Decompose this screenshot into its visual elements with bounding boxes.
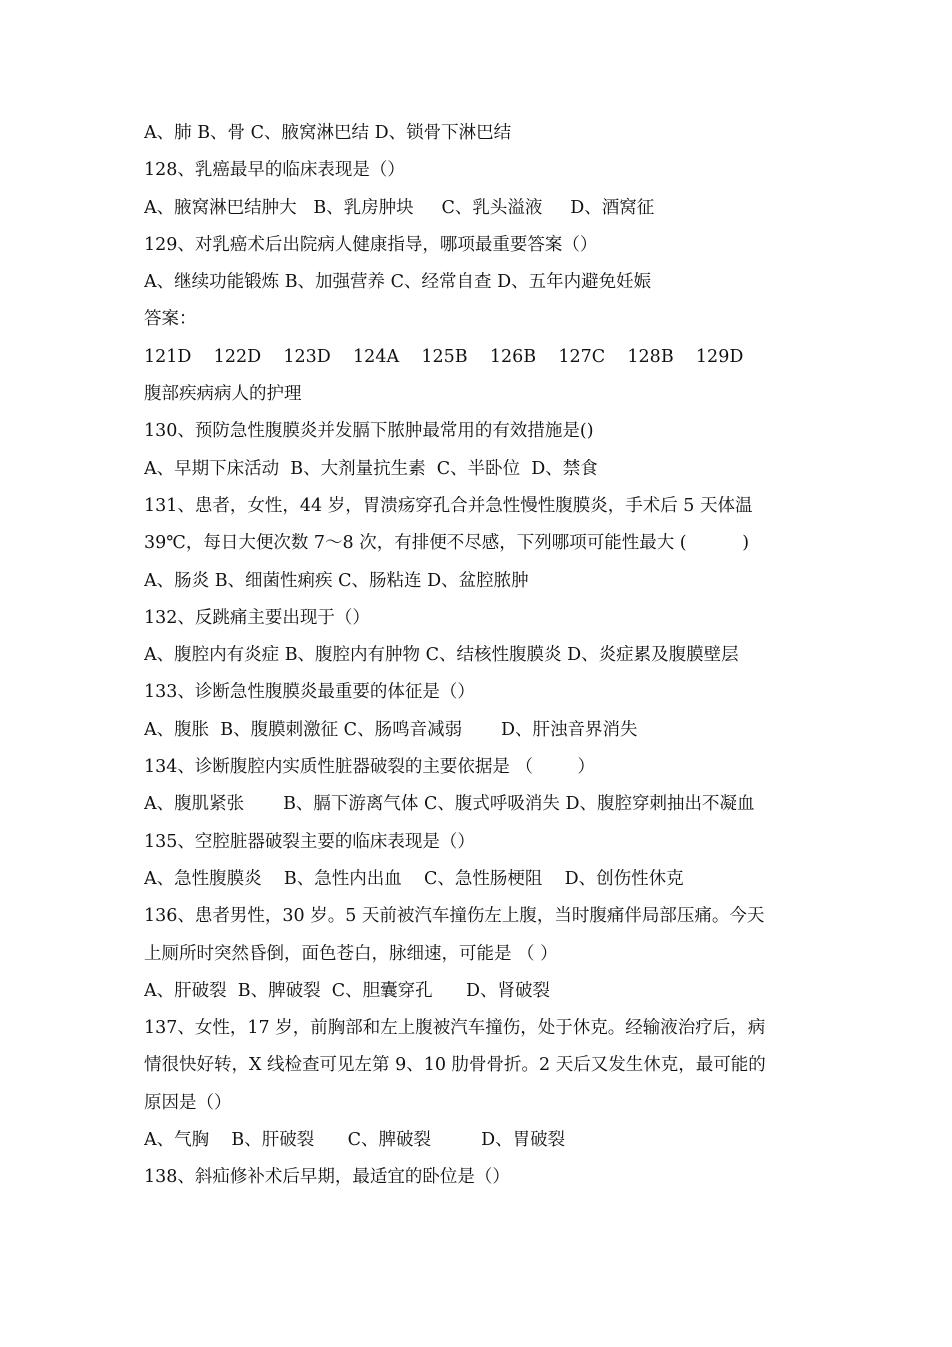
text-line: A、早期下床活动 B、大剂量抗生素 C、半卧位 D、禁食 bbox=[144, 458, 598, 479]
text-line: A、肠炎 B、细菌性痢疾 C、肠粘连 D、盆腔脓肿 bbox=[144, 570, 529, 591]
text-line: A、腹腔内有炎症 B、腹腔内有肿物 C、结核性腹膜炎 D、炎症累及腹膜壁层 bbox=[144, 645, 739, 666]
text-line: 138、斜疝修补术后早期，最适宜的卧位是（） bbox=[144, 1167, 510, 1188]
text-line: 原因是（） bbox=[144, 1092, 232, 1113]
document-body bbox=[144, 115, 812, 1197]
text-line: A、肺 B、骨 C、腋窝淋巴结 D、锁骨下淋巴结 bbox=[144, 123, 512, 143]
text-line: 129、对乳癌术后出院病人健康指导，哪项最重要答案（） bbox=[144, 234, 598, 255]
text-line: 腹部疾病病人的护理 bbox=[144, 384, 302, 405]
text-line: 137、女性，17 岁，前胸部和左上腹被汽车撞伤，处于休克。经输液治疗后，病 bbox=[144, 1018, 766, 1039]
text-line: 39℃，每日大便次数 7～8 次，有排便不尽感，下列哪项可能性最大 ( ) bbox=[144, 533, 750, 554]
text-line: 135、空腔脏器破裂主要的临床表现是（） bbox=[144, 831, 475, 852]
text-line: A、腋窝淋巴结肿大 B、乳房肿块 C、乳头溢液 D、酒窝征 bbox=[144, 197, 655, 218]
text-line: 132、反跳痛主要出现于（） bbox=[144, 607, 370, 628]
text-line: 121D 122D 123D 124A 125B 126B 127C 128B 129D bbox=[144, 346, 744, 367]
text-line: 131、患者，女性，44 岁，胃溃疡穿孔合并急性慢性腹膜炎，手术后 5 天体温 bbox=[144, 495, 753, 516]
text-line: 134、诊断腹腔内实质性脏器破裂的主要依据是 （ ） bbox=[144, 757, 595, 778]
text-line: 128、乳癌最早的临床表现是（） bbox=[144, 160, 405, 181]
text-line: 上厕所时突然昏倒，面色苍白，脉细速，可能是 （ ） bbox=[144, 943, 558, 964]
text-line: 情很快好转，X 线检查可见左第 9、10 肋骨骨折。2 天后又发生休克，最可能的 bbox=[144, 1055, 766, 1076]
text-line: 答案： bbox=[144, 309, 197, 330]
text-line: A、急性腹膜炎 B、急性内出血 C、急性肠梗阻 D、创伤性休克 bbox=[144, 868, 684, 889]
text-line: A、腹肌紧张 B、膈下游离气体 C、腹式呼吸消失 D、腹腔穿刺抽出不凝血 bbox=[144, 794, 755, 815]
text-line: A、肝破裂 B、脾破裂 C、胆囊穿孔 D、肾破裂 bbox=[144, 980, 551, 1001]
text-line: 136、患者男性，30 岁。5 天前被汽车撞伤左上腹，当时腹痛伴局部压痛。今天 bbox=[144, 906, 765, 927]
text-line: A、气胸 B、肝破裂 C、脾破裂 D、胃破裂 bbox=[144, 1130, 566, 1151]
text-line: A、腹胀 B、腹膜刺激征 C、肠鸣音减弱 D、肝浊音界消失 bbox=[144, 719, 638, 740]
text-line: 130、预防急性腹膜炎并发膈下脓肿最常用的有效措施是() bbox=[144, 421, 594, 442]
text-line: A、继续功能锻炼 B、加强营养 C、经常自查 D、五年内避免妊娠 bbox=[144, 272, 652, 293]
text-line: 133、诊断急性腹膜炎最重要的体征是（） bbox=[144, 682, 475, 703]
